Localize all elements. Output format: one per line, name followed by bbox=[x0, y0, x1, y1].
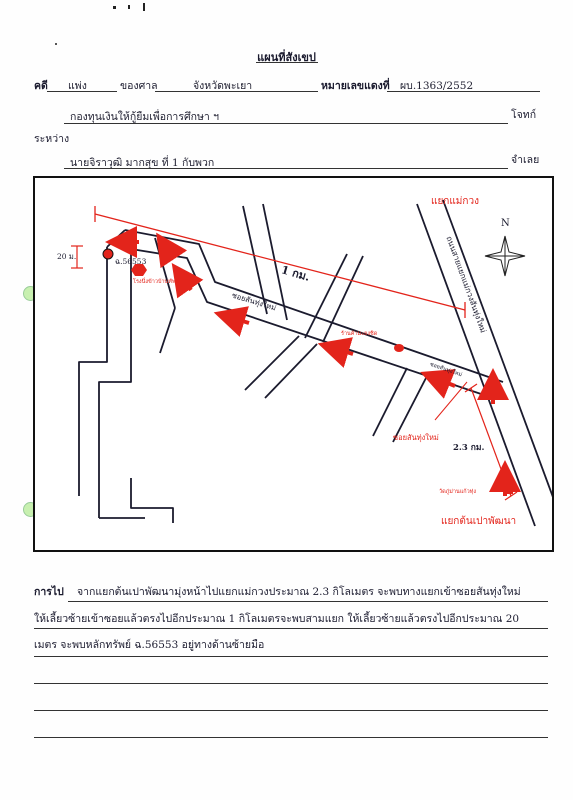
directions-line-2-rule bbox=[34, 628, 548, 629]
directions-line-3: เมตร จะพบหลักทรัพย์ ฉ.56553 อยู่ทางด้านซ้ายมือ bbox=[34, 639, 265, 651]
plaintiff-line bbox=[64, 123, 508, 124]
left-road-west-edge bbox=[79, 247, 107, 496]
blank-rule bbox=[34, 683, 548, 684]
route-arrow bbox=[181, 276, 191, 290]
label-highway: ถนนสายแยกแม่กวงสันทุ่งใหม่ bbox=[444, 234, 488, 335]
minor-road-house-b bbox=[160, 308, 175, 353]
court-name: จังหวัดพะเยา bbox=[193, 80, 253, 92]
scan-speck bbox=[143, 3, 145, 11]
south-road-1-west bbox=[245, 336, 299, 390]
label-junction-north: แยกแม่กวง bbox=[431, 196, 479, 207]
temple-landmark-icon bbox=[505, 486, 513, 494]
directions-label: การไป bbox=[34, 586, 64, 598]
lower-left-block bbox=[131, 478, 173, 523]
scan-speck bbox=[113, 6, 116, 9]
label-junction-south: แยกต้นเปาพัฒนา bbox=[441, 516, 517, 527]
page-title: แผนที่สังเขป bbox=[257, 51, 316, 64]
north-compass-icon bbox=[485, 236, 525, 276]
label-deed: ฉ.56553 bbox=[115, 257, 147, 266]
left-road-corner bbox=[107, 230, 125, 247]
distance-line-1km bbox=[95, 214, 465, 310]
blank-rule bbox=[34, 737, 548, 738]
case-number-line bbox=[387, 91, 540, 92]
case-number: ผบ.1363/2552 bbox=[400, 80, 474, 92]
soi-main-road-north-edge bbox=[125, 230, 503, 382]
label-distance-1km: 1 กม. bbox=[279, 263, 312, 284]
defendant-label: จำเลย bbox=[511, 154, 540, 166]
directions-line-1-rule bbox=[68, 601, 548, 602]
blank-rule bbox=[34, 710, 548, 711]
left-road-east-edge bbox=[99, 249, 131, 518]
scan-speck bbox=[55, 43, 57, 45]
plaintiff-label: โจทก์ bbox=[511, 109, 537, 121]
defendant-name: นายจิราวุฒิ มากสุข ที่ 1 กับพวก bbox=[70, 157, 215, 169]
label-distance-2-3km: 2.3 กม. bbox=[453, 443, 485, 453]
plaintiff-name: กองทุนเงินให้กู้ยืมเพื่อการศึกษา ฯ bbox=[70, 111, 220, 123]
route-arrow bbox=[435, 378, 455, 386]
number-label: หมายเลขแดงที่ bbox=[321, 80, 390, 92]
route-arrow bbox=[229, 317, 249, 323]
label-soi-main: ซอยสันทุ่งใหม่ bbox=[230, 290, 278, 313]
case-type-line bbox=[47, 91, 117, 92]
case-type: แพ่ง bbox=[68, 80, 87, 92]
label-store-landmark: ร้านค้ามะยงชิด bbox=[341, 331, 378, 337]
south-road-1-east bbox=[265, 344, 317, 398]
label-soi-sign: ซอยสันทุ่งใหม่ bbox=[428, 361, 463, 379]
property-marker bbox=[103, 249, 113, 259]
scan-speck bbox=[128, 5, 130, 9]
court-label: ของศาล bbox=[120, 80, 158, 92]
court-name-line bbox=[155, 91, 318, 92]
between-label: ระหว่าง bbox=[34, 133, 70, 145]
label-temple-landmark: วัดภู่ม่านแก้วทุ่ง bbox=[439, 489, 477, 495]
route-arrow bbox=[165, 246, 173, 258]
case-label: คดี bbox=[34, 80, 48, 92]
store-landmark-icon bbox=[394, 344, 404, 352]
title-underline bbox=[256, 62, 318, 63]
directions-line-1: จากแยกต้นเปาพัฒนามุ่งหน้าไปแยกแม่กวงประมาณ 2.3 กิโลเมตร จะพบทางแยกเข้าซอยสันทุ่งใหม่ bbox=[77, 586, 521, 598]
directions-line-3-rule bbox=[34, 656, 548, 657]
sketch-map bbox=[33, 176, 554, 552]
defendant-line bbox=[64, 168, 508, 169]
label-house-landmark: โรงนึ่งข้าวบ้านทัพย์ bbox=[133, 279, 179, 285]
soi-pointer-line bbox=[435, 382, 467, 420]
label-soi-pointer: ซอยสันทุ่งใหม่ bbox=[393, 433, 439, 442]
label-north: N bbox=[501, 218, 510, 229]
route-arrow bbox=[333, 348, 353, 354]
directions-line-2: ให้เลี้ยวซ้ายเข้าซอยแล้วตรงไปอีกประมาณ 1 กิโลเมตรจะพบสามแยก ให้เลี้ยวซ้ายแล้วตรงไปอีกประมาณ 20 bbox=[34, 613, 520, 625]
label-20m: 20 ม. bbox=[57, 252, 77, 261]
